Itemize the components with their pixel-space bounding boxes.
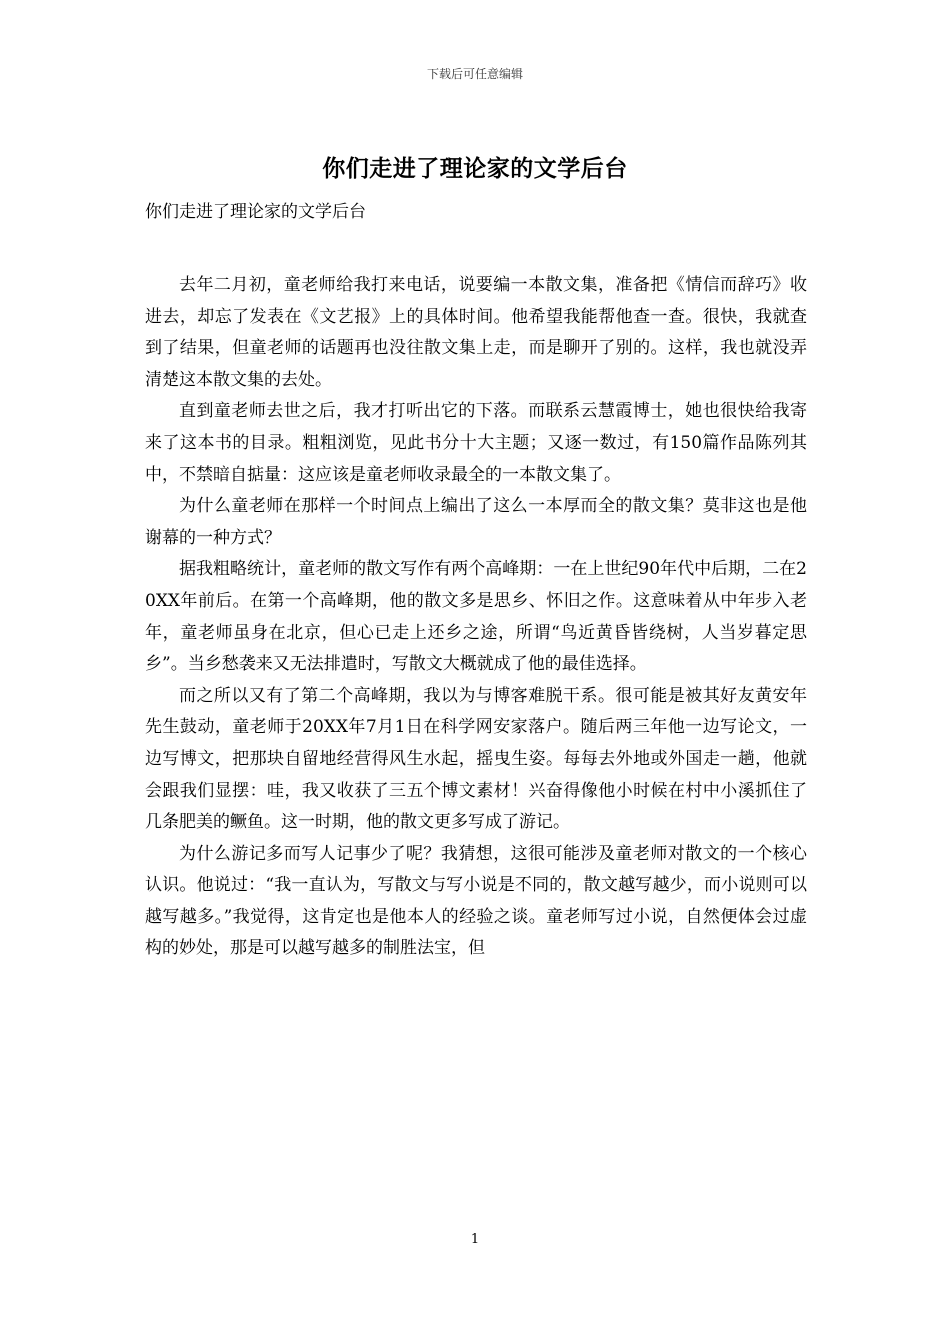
paragraph: 直到童老师去世之后，我才打听出它的下落。而联系云慧霞博士，她也很快给我寄来了这本书的目录。粗粗浏览，见此书分十大主题；又逐一数过，有150篇作品陈列其中，不禁暗自掂量：这应该是童老师收录最全的一本散文集了。 [145, 401, 807, 485]
paragraph: 据我粗略统计，童老师的散文写作有两个高峰期：一在上世纪90年代中后期，二在20XX年前后。在第一个高峰期，他的散文多是思乡、怀旧之作。这意味着从中年步入老年，童老师虽身在北京，但心已走上还乡之途，所谓“鸟近黄昏皆绕树，人当岁暮定思乡”。当乡愁袭来又无法排遣时，写散文大概就成了他的最佳选择。 [145, 559, 807, 675]
paragraph: 去年二月初，童老师给我打来电话，说要编一本散文集，准备把《情信而辞巧》收进去，却忘了发表在《文艺报》上的具体时间。他希望我能帮他查一查。很快，我就查到了结果，但童老师的话题再也没往散文集上走，而是聊开了别的。这样，我也就没弄清楚这本散文集的去处。 [145, 275, 807, 390]
document-body [145, 270, 807, 965]
document-title: 你们走进了理论家的文学后台 [322, 155, 628, 182]
paragraph: 为什么游记多而写人记事少了呢？我猜想，这很可能涉及童老师对散文的一个核心认识。他说过：“我一直认为，写散文与写小说是不同的，散文越写越少，而小说则可以越写越多。”我觉得，这肯定也是他本人的经验之谈。童老师写过小说，自然便体会过虚构的妙处，那是可以越写越多的制胜法宝，但 [145, 843, 807, 959]
paragraph: 而之所以又有了第二个高峰期，我以为与博客难脱干系。很可能是被其好友黄安年先生鼓动，童老师于20XX年7月1日在科学网安家落户。随后两三年他一边写论文，一边写博文，把那块自留地经营得风生水起，摇曳生姿。每每去外地或外国走一趟，他就会跟我们显摆：哇，我又收获了三五个博文素材！兴奋得像他小时候在村中小溪抓住了几条肥美的鳜鱼。这一时期，他的散文更多写成了游记。 [145, 685, 807, 833]
page-header-note: 下载后可任意编辑 [426, 67, 523, 81]
paragraph: 为什么童老师在那样一个时间点上编出了这么一本厚而全的散文集？莫非这也是他谢幕的一种方式？ [145, 496, 807, 548]
document-subtitle: 你们走进了理论家的文学后台 [145, 202, 366, 222]
page-number: 1 [470, 1232, 480, 1247]
